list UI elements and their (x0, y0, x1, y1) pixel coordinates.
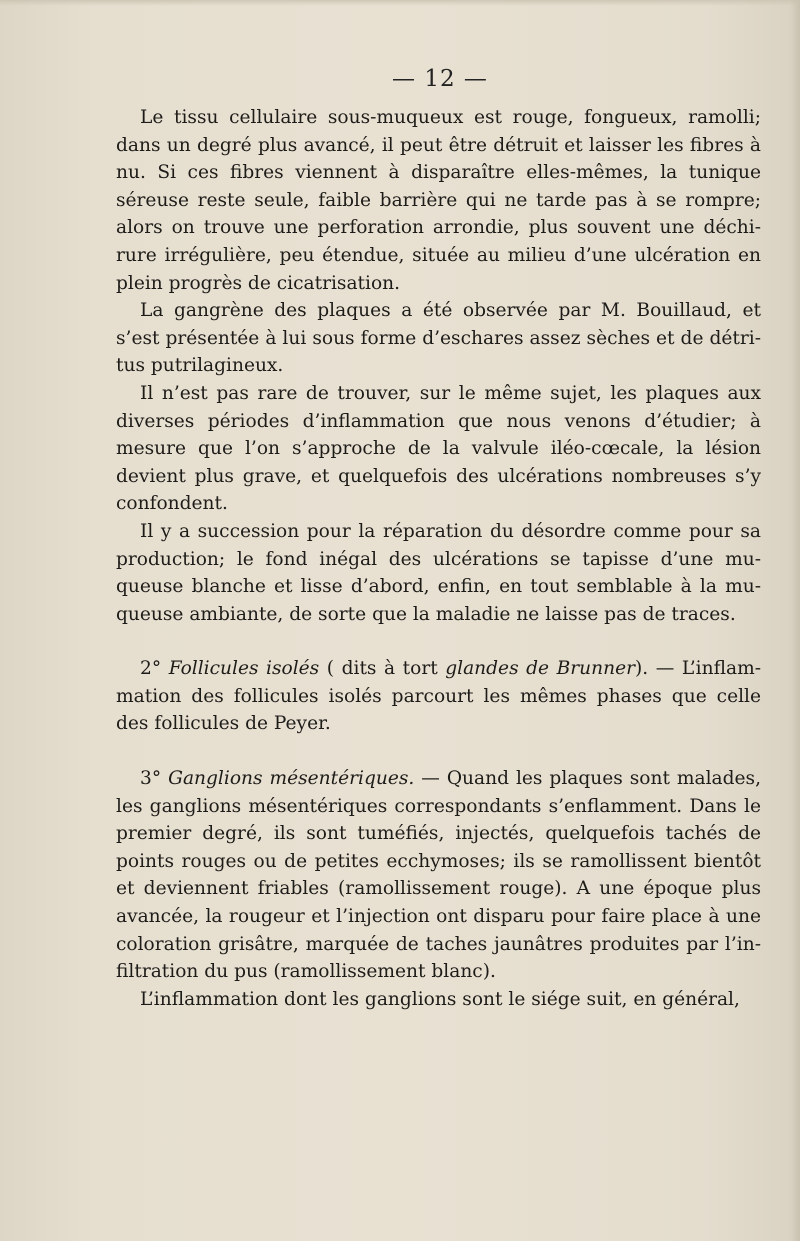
page-number: — 12 — (392, 66, 488, 92)
paragraph-gangrene: La gangrène des plaques a été observée par M. Bouillaud, et s’est présentée à lui sous forme d’eschares assez sèches et de détritus putrilagineux. (116, 300, 761, 377)
section-number: 2° (140, 658, 162, 680)
paren-italic: glandes de Brunner (445, 658, 635, 680)
section-gap (116, 628, 761, 655)
section-title: Ganglions mésentériques. (168, 768, 415, 790)
section-text: — Quand les plaques sont malades, les ganglions mésentériques correspondants s’enflamment. Dans le premier degré, ils sont tuméfiés, injectés, quelquefois tachés de points rouges ou de petites ecchymoses; ils se ramollissent bientôt et deviennent friables (ramollissement rouge). A une époque plus avancée, la rougeur et l’injection ont disparu pour faire place à une coloration grisâtre, marquée de taches jaunâtres produites par l’infiltration du pus (ramollissement blanc). (116, 768, 761, 983)
paragraph-submucous-tissue: Le tissu cellulaire sous-muqueux est rouge, fongueux, ramolli; dans un degré plus avancé, il peut être détruit et laisser les fibres à nu. Si ces fibres viennent à disparaître elles-mêmes, la tunique séreuse reste seule, faible barrière qui ne tarde pas à se rompre; alors on trouve une perforation arrondie, plus souvent une déchirure irrégulière, peu étendue, située au milieu d’une ulcération en plein progrès de cicatrisation. (116, 107, 761, 294)
page-body (116, 104, 761, 1013)
section-text: — L’inflammation des follicules isolés parcourt les mêmes phases que celle des follicules de Peyer. (116, 658, 761, 735)
paren-open: ( dits à tort (326, 658, 438, 680)
section-title: Follicules isolés (168, 658, 320, 680)
paragraph-inflammation-periods: Il n’est pas rare de trouver, sur le même sujet, les plaques aux diverses périodes d’inflammation que nous venons d’étudier; à mesure que l’on s’approche de la valvule iléo-cœcale, la lésion devient plus grave, et quelquefois des ulcérations nombreuses s’y confondent. (116, 382, 761, 515)
section-gap (116, 738, 761, 765)
paren-close: ). (634, 658, 649, 680)
paragraph-repair: Il y a succession pour la réparation du désordre comme pour sa production; le fond inégal des ulcérations se tapisse d’une muqueuse blanche et lisse d’abord, enfin, en tout semblable à la muqueuse ambiante, de sorte que la maladie ne laisse pas de traces. (116, 520, 761, 625)
section-number: 3° (140, 768, 162, 790)
section-follicules-isoles (116, 655, 761, 738)
section-ganglions-mesenteriques (116, 765, 761, 986)
paragraph-ganglion-inflammation: L’inflammation dont les ganglions sont le siége suit, en général, (140, 988, 740, 1010)
